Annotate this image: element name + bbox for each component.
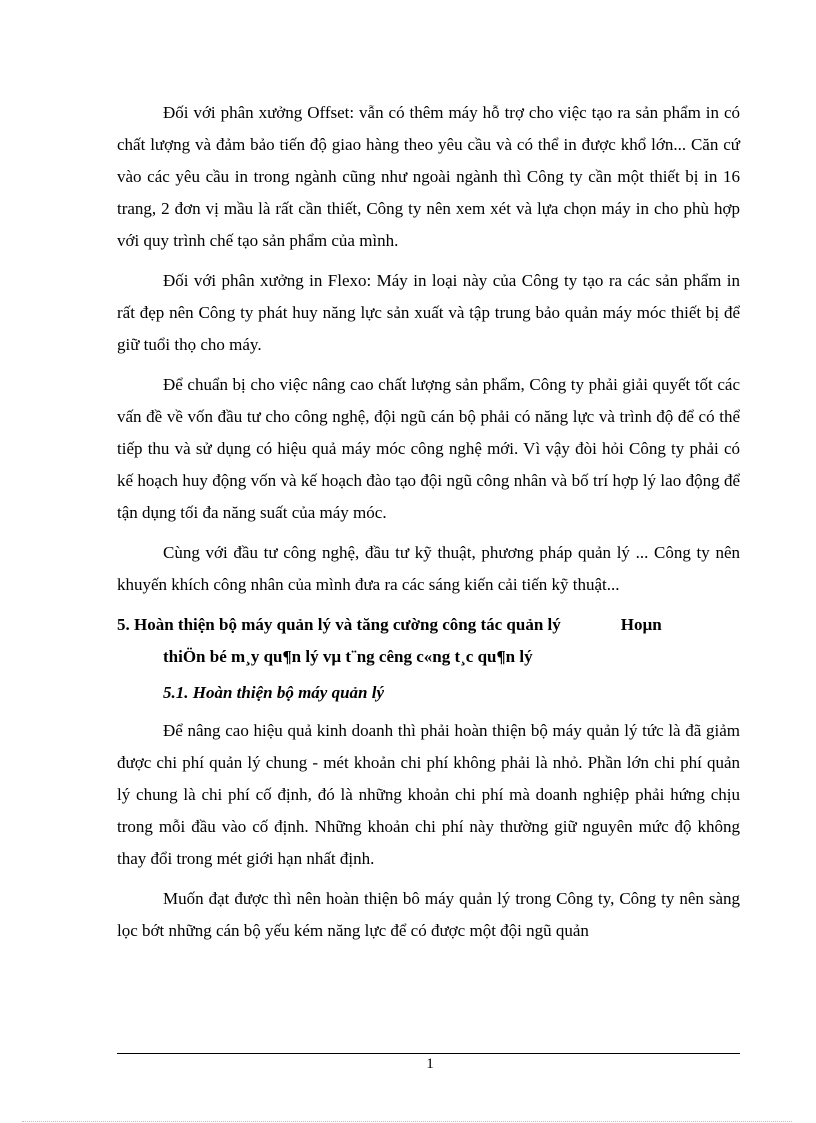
- paragraph-flexo: Đối với phân xưởng in Flexo: Máy in loại này của Công ty tạo ra các sản phẩm in rất đẹp nên Công ty phát huy năng lực sản xuất và tập trung bảo quản máy móc thiết bị để giữ tuổi thọ cho máy.: [117, 271, 740, 354]
- page-body: [117, 97, 740, 955]
- page-bottom-edge: [22, 1121, 792, 1122]
- paragraph-offset: Đối với phân xưởng Offset: vẫn có thêm máy hỗ trợ cho việc tạo ra sản phẩm in có chất lượng và đảm bảo tiến độ giao hàng theo yêu cầu và có thể in được khổ lớn... Căn cứ vào các yêu cầu in trong ngành cũng như ngoài ngành thì Công ty cần một thiết bị in 16 trang, 2 đơn vị mầu là rất cần thiết, Công ty nên xem xét và lựa chọn máy in cho phù hợp với quy trình chế tạo sản phẩm của mình.: [117, 103, 740, 250]
- page-number: 1: [426, 1056, 434, 1072]
- footer-divider: [117, 1053, 740, 1054]
- paragraph-restructure: Muốn đạt được thì nên hoàn thiện bô máy quản lý trong Công ty, Công ty nên sàng lọc bớt những cán bộ yếu kém năng lực để có được một đội ngũ quản: [117, 889, 740, 940]
- section-heading-garbled-tail: Hoµn: [620, 615, 662, 634]
- paragraph-quality-prep: Để chuẩn bị cho việc nâng cao chất lượng sản phẩm, Công ty phải giải quyết tốt các vấn đề về vốn đầu tư cho công nghệ, đội ngũ cán bộ phải có năng lực và trình độ để có thể tiếp thu và sử dụng có hiệu quả máy móc công nghệ mới. Vì vậy đòi hỏi Công ty phải có kế hoạch huy động vốn và kế hoạch đào tạo đội ngũ công nhân và bố trí hợp lý lao động để tận dụng tối đa năng suất của máy móc.: [117, 375, 740, 522]
- section-heading: [117, 609, 740, 641]
- section-heading-title: 5. Hoàn thiện bộ máy quản lý và tăng cường công tác quản lý: [117, 615, 561, 634]
- subsection-heading: 5.1. Hoàn thiện bộ máy quản lý: [163, 683, 385, 702]
- section-heading-garbled-line: thiÖn bé m¸y qu¶n lý vµ t¨ng cêng c«ng t¸c qu¶n lý: [163, 647, 533, 666]
- paragraph-management-cost: Để nâng cao hiệu quả kinh doanh thì phải hoàn thiện bộ máy quản lý tức là đã giảm được chi phí quản lý chung - mét khoản chi phí không phải là nhỏ. Phần lớn chi phí quản lý chung là chi phí cố định, đó là những khoản chi phí mà doanh nghiệp phải hứng chịu trong mỗi đầu vào cố định. Những khoản chi phí này thường giữ nguyên mức độ không thay đổi trong mét giới hạn nhất định.: [117, 721, 740, 868]
- paragraph-technology-investment: Cùng với đầu tư công nghệ, đầu tư kỹ thuật, phương pháp quản lý ... Công ty nên khuyến khích công nhân của mình đưa ra các sáng kiến cải tiến kỹ thuật...: [117, 543, 740, 594]
